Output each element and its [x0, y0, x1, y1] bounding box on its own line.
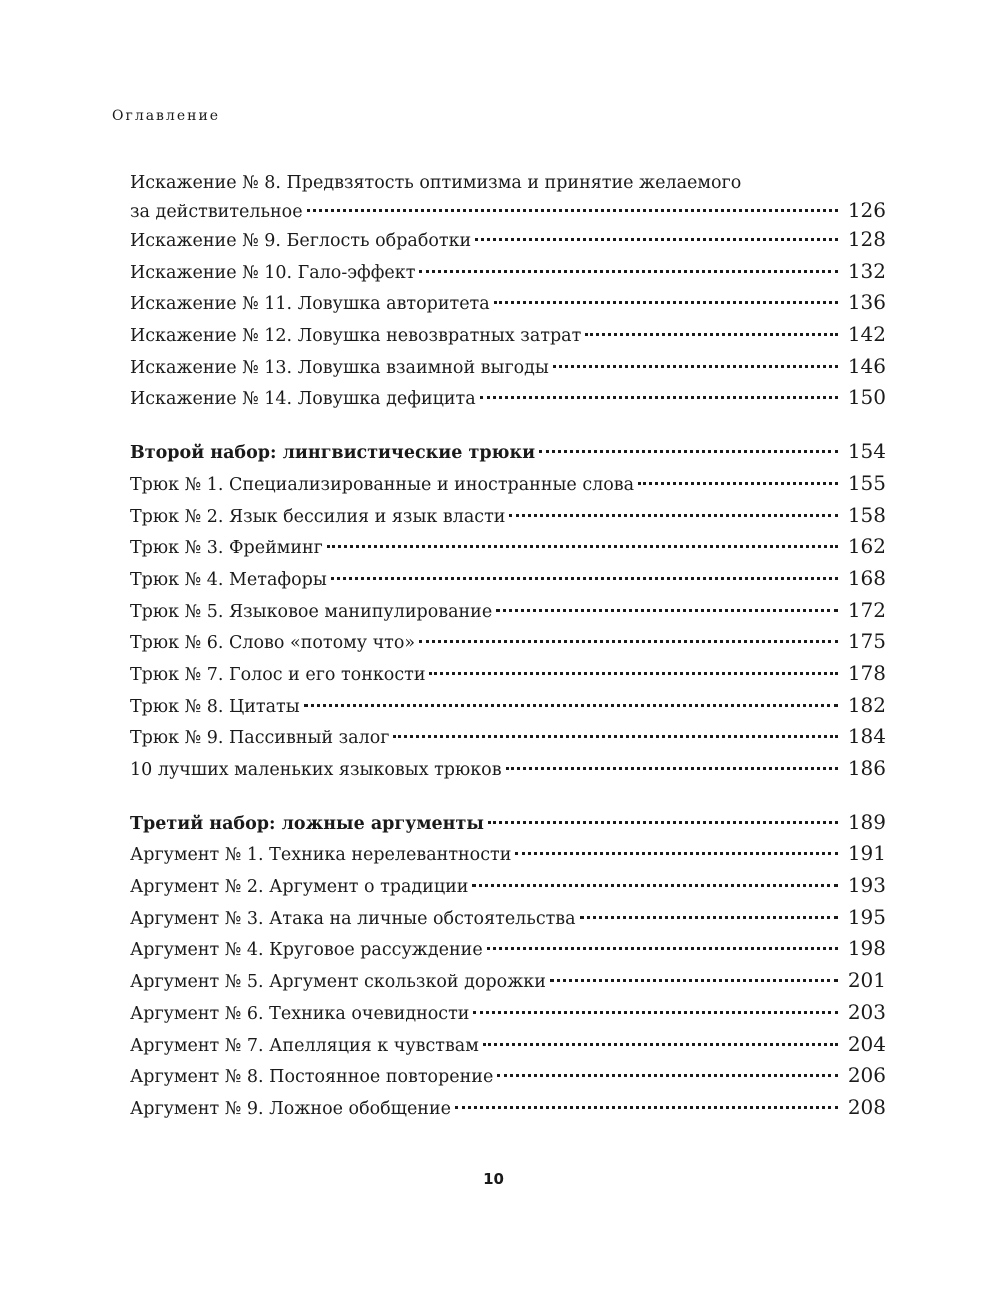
toc-entry[interactable] — [130, 965, 886, 997]
toc-entry-page: 142 — [847, 322, 886, 347]
toc-entry-page: 184 — [847, 724, 886, 749]
toc-entry-title: Искажение № 10. Гало-эффект — [130, 262, 416, 283]
dot-leader — [580, 916, 838, 919]
toc-entry-title: Трюк № 2. Язык бессилия и язык власти — [130, 506, 506, 527]
dot-leader — [327, 545, 838, 548]
toc-entry-page: 150 — [847, 385, 886, 410]
dot-leader — [539, 450, 838, 453]
dot-leader — [455, 1106, 838, 1109]
toc-entry-title-line1: Искажение № 8. Предвзятость оптимизма и принятие желаемого — [130, 173, 742, 193]
toc-entry[interactable] — [130, 690, 886, 722]
toc-entry-title: Трюк № 8. Цитаты — [130, 696, 300, 717]
toc-entry-title: Трюк № 6. Слово «потому что» — [130, 633, 416, 654]
toc-entry-title: Искажение № 11. Ловушка авторитета — [130, 294, 490, 315]
toc-entry[interactable] — [130, 1092, 886, 1124]
toc-entry[interactable] — [130, 595, 886, 627]
toc-section-heading[interactable] — [130, 436, 886, 468]
dot-leader — [553, 365, 838, 368]
toc-entry-title: Искажение № 14. Ловушка дефицита — [130, 389, 476, 410]
toc-entry-page: 168 — [847, 565, 886, 590]
toc-entry-page: 195 — [847, 904, 886, 929]
toc-entry-title: Аргумент № 3. Атака на личные обстоятельства — [130, 908, 576, 929]
toc-section-linguistic-tricks — [130, 436, 886, 785]
toc-entry-title: Трюк № 7. Голос и его тонкости — [130, 664, 426, 685]
toc-entry-title: Трюк № 1. Специализированные и иностранные слова — [130, 474, 635, 495]
dot-leader — [472, 884, 838, 887]
table-of-contents — [130, 170, 886, 1124]
dot-leader — [429, 672, 838, 675]
toc-entry[interactable] — [130, 500, 886, 532]
toc-entry-title: за действительное — [130, 202, 303, 222]
dot-leader — [419, 270, 838, 273]
dot-leader — [483, 1043, 838, 1046]
toc-entry-title: Трюк № 5. Языковое манипулирование — [130, 601, 493, 622]
dot-leader — [638, 482, 838, 485]
toc-entry[interactable] — [130, 721, 886, 753]
toc-entry-title: Аргумент № 7. Апелляция к чувствам — [130, 1035, 479, 1056]
toc-entry-page: 155 — [847, 470, 886, 495]
toc-entry[interactable] — [130, 626, 886, 658]
dot-leader — [304, 704, 838, 707]
toc-heading-page: 189 — [847, 809, 886, 834]
toc-entry[interactable] — [130, 319, 886, 351]
toc-entry-title: Аргумент № 8. Постоянное повторение — [130, 1067, 494, 1088]
dot-leader — [480, 396, 838, 399]
toc-entry-title: Аргумент № 4. Круговое рассуждение — [130, 940, 483, 961]
toc-entry-page: 136 — [847, 290, 886, 315]
toc-heading-title: Второй набор: лингвистические трюки — [130, 443, 536, 464]
toc-entry[interactable] — [130, 1060, 886, 1092]
dot-leader — [550, 979, 838, 982]
toc-entry-title: Аргумент № 5. Аргумент скользкой дорожки — [130, 972, 546, 993]
dot-leader — [419, 640, 838, 643]
toc-entry[interactable] — [130, 170, 886, 224]
dot-leader — [331, 577, 838, 580]
dot-leader — [473, 1011, 838, 1014]
toc-entry[interactable] — [130, 902, 886, 934]
dot-leader — [487, 947, 838, 950]
dot-leader — [509, 514, 838, 517]
toc-entry[interactable] — [130, 658, 886, 690]
dot-leader — [585, 333, 838, 336]
toc-entry[interactable] — [130, 531, 886, 563]
toc-entry[interactable] — [130, 224, 886, 256]
toc-entry-title: 10 лучших маленьких языковых трюков — [130, 760, 502, 780]
toc-entry-title: Аргумент № 6. Техника очевидности — [130, 1003, 470, 1024]
toc-entry-page: 175 — [847, 629, 886, 654]
toc-entry[interactable] — [130, 1029, 886, 1061]
toc-entry-page: 186 — [847, 756, 886, 780]
toc-entry-page: 172 — [847, 597, 886, 622]
toc-entry-title: Аргумент № 1. Техника нерелевантности — [130, 845, 512, 866]
toc-entry[interactable] — [130, 753, 886, 785]
toc-entry-page: 182 — [847, 692, 886, 717]
toc-entry-page: 191 — [847, 841, 886, 866]
dot-leader — [497, 1074, 838, 1077]
toc-entry-page: 162 — [847, 534, 886, 559]
toc-entry[interactable] — [130, 468, 886, 500]
toc-entry-page: 203 — [847, 999, 886, 1024]
toc-entry-page: 204 — [847, 1031, 886, 1056]
toc-entry-page: 206 — [847, 1063, 886, 1088]
toc-entry-page: 178 — [847, 660, 886, 685]
toc-entry-page: 132 — [847, 258, 886, 283]
toc-heading-title: Третий набор: ложные аргументы — [130, 813, 484, 834]
dot-leader — [506, 767, 838, 770]
toc-entry-page: 193 — [847, 873, 886, 898]
dot-leader — [496, 609, 838, 612]
dot-leader — [494, 301, 838, 304]
toc-entry-page: 198 — [847, 936, 886, 961]
toc-entry[interactable] — [130, 838, 886, 870]
toc-section-false-arguments — [130, 807, 886, 1124]
toc-section-heading[interactable] — [130, 807, 886, 839]
toc-entry-title: Искажение № 12. Ловушка невозвратных затрат — [130, 326, 582, 347]
page-number: 10 — [483, 1170, 504, 1188]
dot-leader — [475, 238, 838, 241]
toc-entry-title: Аргумент № 2. Аргумент о традиции — [130, 877, 469, 898]
toc-entry-page: 126 — [847, 198, 886, 222]
toc-entry-title: Трюк № 4. Метафоры — [130, 569, 327, 590]
toc-entry[interactable] — [130, 870, 886, 902]
toc-entry-page: 128 — [847, 227, 886, 251]
toc-entry[interactable] — [130, 933, 886, 965]
toc-section-distortions — [130, 170, 886, 414]
toc-entry-page: 208 — [847, 1094, 886, 1119]
toc-entry-title: Искажение № 13. Ловушка взаимной выгоды — [130, 357, 549, 378]
toc-entry-title: Трюк № 9. Пассивный залог — [130, 728, 390, 749]
toc-entry-title: Аргумент № 9. Ложное обобщение — [130, 1098, 451, 1119]
running-head: Оглавление — [112, 108, 221, 124]
toc-entry[interactable] — [130, 256, 886, 288]
dot-leader — [307, 209, 838, 212]
toc-entry-title: Искажение № 9. Беглость обработки — [130, 231, 472, 251]
dot-leader — [488, 821, 838, 824]
toc-entry-page: 201 — [847, 968, 886, 993]
dot-leader — [515, 852, 838, 855]
toc-heading-page: 154 — [847, 439, 886, 464]
toc-entry-page: 158 — [847, 502, 886, 527]
toc-entry-title: Трюк № 3. Фрейминг — [130, 538, 323, 559]
toc-entry[interactable] — [130, 287, 886, 319]
toc-entry[interactable] — [130, 563, 886, 595]
toc-entry[interactable] — [130, 351, 886, 383]
toc-entry-page: 146 — [847, 353, 886, 378]
toc-entry[interactable] — [130, 997, 886, 1029]
toc-entry[interactable] — [130, 382, 886, 414]
dot-leader — [393, 735, 838, 738]
